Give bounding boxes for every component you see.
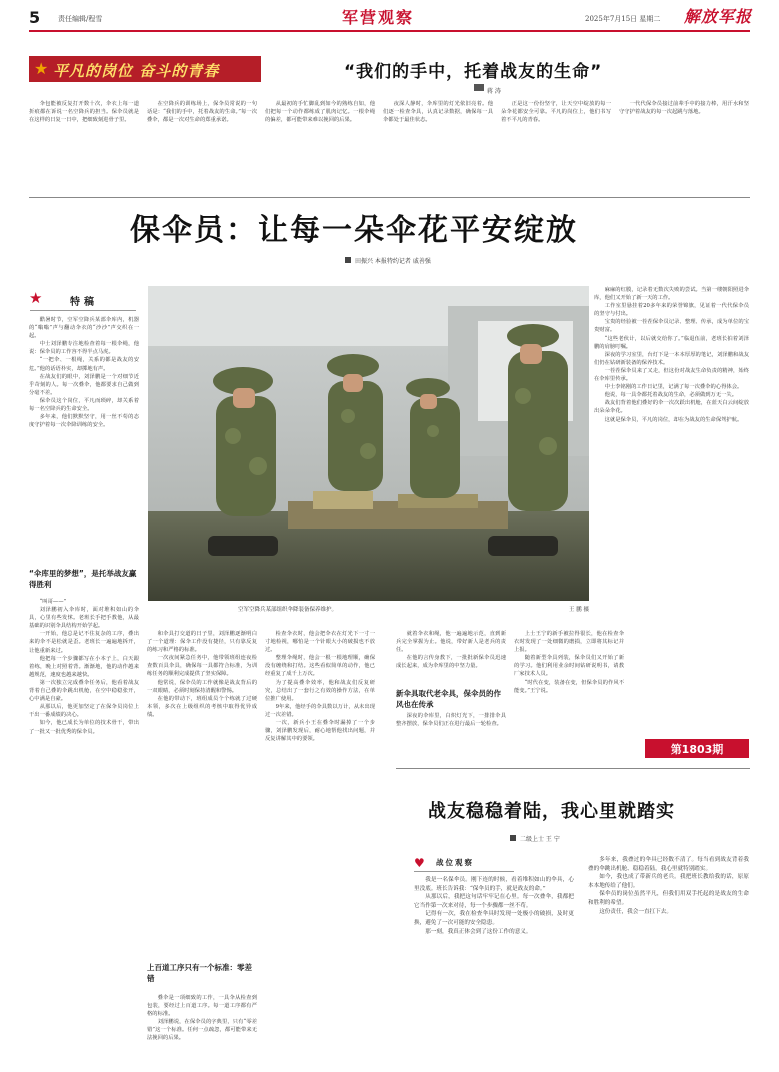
paragraph: 多年来，我叠过的伞具已经数不清了。每当看到战友背着我叠的伞跳出机舱、稳稳着陆，我心里就特别踏实。 [588, 857, 749, 872]
paragraph: 工作室里悬挂着20多年来的荣誉锦旗，见证着一代代保伞员的坚守与付出。 [594, 303, 749, 318]
masthead-rule [29, 30, 750, 32]
paragraph: 刘泽鹏初入伞库时，面对堆积如山的伞具，心里有些发怵。老班长手把手教他，从最基础的识别伞具结构开始学起。 [29, 607, 139, 630]
article-photo [148, 286, 589, 601]
paragraph: 刘泽鹏说，在保伞员的字典里，只有“零差错”这一个标准。任何一点疏忽，都可能带来无法挽回的后果。 [147, 1019, 257, 1042]
paragraph: 为了提高叠伞效率，他和战友们反复研究，总结出了一套行之有效的操作方法，在单位推广使用。 [265, 679, 375, 702]
byline-mark [510, 835, 516, 841]
paragraph: 9年来，他经手的伞具数以万计，从未出现过一次差错。 [265, 703, 375, 718]
special-label: 特稿 [70, 297, 98, 308]
paragraph: 正是这一份份坚守，让天空中绽放的每一朵伞花都安全可靠。平凡的岗位上，他们书写着不平凡的青春。 [501, 101, 611, 124]
issue-date: 2025年7月15日 星期二 [585, 15, 661, 23]
paragraph: “叫哥——” [39, 599, 67, 605]
paragraph: 麻麻的红膜，记录着无数次失败的尝试。当第一缕朝阳照进伞库，他们又开始了新一天的工作。 [594, 287, 749, 302]
newspaper-logo: 解放军报 [684, 7, 753, 26]
paragraph: 他说，每一具伞都托着战友的生命，必须做到万无一失。 [604, 392, 738, 399]
subheading-1: “伞库里的梦想”，是托举战友赢得胜利 [29, 569, 137, 589]
main-column-2 [147, 630, 257, 858]
page-editor: 责任编辑/程雪 [58, 15, 103, 23]
paragraph: 从那以后，他更加坚定了在保伞员岗位上干出一番成绩的决心。 [29, 704, 139, 719]
main-byline: 田振兴 本报特约记者 戚善强 [355, 258, 431, 265]
paragraph: 夜深人静时，伞库里的灯光依旧亮着。他们逐一检查伞具，认真记录数据，确保每一具伞都处于最佳状态。 [383, 101, 493, 124]
paragraph: 保伞员这个岗位，平凡而琐碎，却关系着每一名空降兵的生命安全。 [29, 397, 139, 413]
paragraph: 检查伞衣时，他会把伞衣在灯光下一寸一寸地检视，哪怕是一个针眼大小的破损也不放过。 [265, 631, 375, 654]
paragraph: 从那以后，我把这句话牢牢记在心里。每一次叠伞，我都把它当作第一次来对待，每一个步骤都一丝不苟。 [414, 894, 574, 909]
top-column-1 [29, 100, 139, 192]
subheading-2: 上百道工序只有一个标准：零差错 [147, 963, 252, 983]
paragraph: 整理伞绳时，他会一根一根地理顺，确保没有缠绕和打结。这些看似简单的动作，他已经重复了成千上万次。 [265, 655, 375, 678]
bottom-byline: 二级上士 王 宁 [520, 836, 560, 843]
top-column-2 [147, 100, 257, 192]
section-divider [29, 197, 750, 198]
star-icon: ★ [34, 59, 49, 78]
bottom-column-1 [414, 876, 574, 1062]
label-rule [414, 871, 514, 872]
paragraph: “时代在变，装备在变，但保伞员的作风不能变。”王宁说。 [514, 679, 624, 694]
paragraph: 这份责任，我会一直扛下去。 [599, 908, 672, 915]
paragraph: 深夜的伞库里，白炽灯光下，一排排伞具整齐摆放，保伞员们正在进行最后一轮检查。 [396, 713, 506, 728]
paragraph: 一次，新兵小王在叠伞时漏掉了一个步骤，刘泽鹏发现后，耐心地帮他找出问题，并反复讲解其中的要领。 [265, 720, 375, 743]
paragraph: 那一刻，我真正体会到了这份工作的意义。 [425, 928, 532, 935]
star-icon: ★ [29, 289, 43, 307]
byline-mark [345, 257, 351, 263]
paragraph: 第一次独立完成叠伞任务后，他看着战友背着自己叠的伞跳出机舱，在空中稳稳张开，心中满是自豪。 [29, 679, 139, 703]
paragraph: 宝贵的经验被一茬茬保伞员记录、整理、传承，成为单位的宝贵财富。 [594, 319, 749, 334]
main-column-1-body [29, 598, 139, 1060]
byline-mark [474, 84, 484, 91]
paragraph: 他把每一个步骤都写在小本子上，白天跟着练，晚上对照着背。渐渐地，他的动作越来越规范，速度也越来越快。 [29, 655, 139, 678]
main-column-4-body [396, 712, 506, 748]
paragraph: 一茬茬保伞员来了又走，但这份对战友生命负责的精神，始终在伞库里传承。 [594, 367, 749, 383]
main-headline: 保伞员：让每一朵伞花平安绽放 [130, 213, 578, 248]
paragraph: 多年来，他们默默坚守，用一丝不苟的态度守护着每一次伞降训练的安全。 [29, 414, 139, 429]
soldiers-photo [148, 286, 589, 601]
label-rule [30, 310, 136, 311]
paragraph: 伞包能被反复打开数十次，伞衣上每一道折痕都在诉说一名空降兵的担当。保伞员就是在这样的日复一日中，把细致刻进骨子里。 [29, 101, 139, 124]
column-banner [29, 56, 261, 82]
paragraph: 上士王宁的新手被拉得很长，他在检查伞衣时发现了一处细微的磨损，立即将其标记并上报。 [514, 631, 624, 654]
paragraph: 这就是保伞员，平凡的岗位，却在为战友的生命保驾护航。 [604, 416, 743, 423]
banner-text: 平凡的岗位 奋斗的青春 [53, 62, 220, 80]
main-column-1-intro [29, 316, 139, 564]
top-column-4 [383, 100, 493, 192]
paragraph: 叠伞是一项细致的工作，一具伞从检查到包装，要经过上百道工序。每一道工序都有严格的标准。 [147, 995, 257, 1018]
paragraph: “这些老伙计，以后就交给你了。”临退伍前，老班长拍着刘泽鹏的肩膀叮嘱。 [594, 335, 749, 350]
main-column-3 [265, 630, 375, 1060]
masthead [0, 0, 779, 33]
section-title: 军营观察 [342, 8, 415, 27]
heart-icon: ♥ [414, 856, 425, 870]
paragraph: 如今，我也成了带新兵的老兵。我把班长教给我的话，原原本本地传给了他们。 [588, 874, 749, 889]
paragraph: 记得有一次，我在检查伞具时发现一处极小的破损，及时更换，避免了一次可能的安全隐患。 [414, 911, 574, 926]
top-headline: “我们的手中，托着战友的生命” [344, 62, 603, 82]
top-column-5 [501, 100, 611, 192]
paragraph: 中士刘泽鹏专注地检查着每一根伞绳，他说：保伞员的工作容不得半点马虎。 [29, 341, 139, 356]
paragraph: 随着新型伞具列装，保伞员们又开始了新的学习。他们利用业余时间钻研说明书，请教厂家技术人员。 [514, 655, 624, 678]
top-byline: 蒋 涛 [487, 88, 501, 95]
issue-badge [645, 739, 749, 758]
paragraph: 一代代保伞员接过前辈手中的接力棒，用汗水和坚守守护着战友的每一次起跳与落地。 [619, 101, 749, 116]
paragraph: 就着伞衣和绳，他一遍遍地示范，直到新兵完全掌握为止。他说，带好新人是老兵的责任。 [396, 631, 506, 654]
paragraph: 一开始，他总是记不住复杂的工序，叠出来的伞不是松就是歪。老班长一遍遍地拆开，让他重新来过。 [29, 631, 139, 654]
paragraph: 一次夜间紧急任务中，他带领班组连夜检查数百具伞具，确保每一具都符合标准，为训练任务的顺利完成提供了坚实保障。 [147, 655, 257, 678]
page-number: 5 [29, 8, 41, 27]
paragraph: 在他的带动下，班组成员个个练就了过硬本领，多次在上级组织的考核中取得优异成绩。 [147, 695, 257, 718]
paragraph: 如今，他已成长为单位的技术骨干，带出了一批又一批优秀的保伞员。 [29, 720, 139, 735]
paragraph: 从最初的手忙脚乱到如今的熟练自如，他们把每一个动作都练成了肌肉记忆。一根伞绳的偏差，都可能带来难以挽回的后果。 [265, 101, 375, 124]
section-label-text: 战位观察 [436, 858, 474, 867]
paragraph: 在战友们的眼中，刘泽鹏是一个对细节近乎苛刻的人。每一次叠伞，他都要求自己做到分毫不差。 [29, 373, 139, 396]
issue-badge-text: 第1803期 [670, 743, 724, 756]
photo-caption: 空军空降兵某部组织伞降装备保养维护。 [238, 607, 338, 613]
paragraph: 和伞具打交道的日子里，刘泽鹏逐渐明白了一个道理：保伞工作没有捷径，只有靠反复的练习和严格的标准。 [147, 631, 257, 654]
bottom-section-label [414, 856, 582, 870]
paragraph: 他常说，保伞员的工作就像是战友背后的一双眼睛，必须时刻保持清醒和警惕。 [147, 679, 257, 694]
top-column-6 [619, 100, 749, 192]
paragraph: “一把伞、一根绳，关系的都是战友的安危。”他的话语朴实，却掷地有声。 [29, 357, 139, 372]
photo-credit: 王 鹏 摄 [569, 607, 589, 613]
top-column-3 [265, 100, 375, 192]
paragraph: 中士李铭刚的工作日记里，记满了每一次叠伞的心得体会。 [604, 384, 743, 391]
bottom-column-2 [588, 856, 749, 1062]
paragraph: 酷暑时节，空军空降兵某部伞库内，机器的“嗡嗡”声与翻动伞衣的“沙沙”声交织在一起。 [29, 317, 139, 340]
paragraph: 在空降兵的训练场上，保伞员常说的一句话是：“我们的手中，托着战友的生命。”每一次叠伞，都是一次对生命的郑重承诺。 [147, 101, 257, 124]
paragraph: 深夜的学习室里，台灯下是一本本厚厚的笔记，刘泽鹏和战友们仍在钻研新装备的保养技术。 [594, 351, 749, 366]
main-column-2-body [147, 994, 257, 1060]
section-divider [396, 768, 750, 769]
paragraph: 保伞员的岗位虽然平凡，但我们用双手托起的是战友的生命和胜利的希望。 [588, 891, 749, 906]
main-column-6 [594, 286, 749, 728]
bottom-headline: 战友稳稳着陆，我心里就踏实 [428, 801, 675, 822]
paragraph: 战友们背着他们叠好的伞一次次跃出机舱，在蓝天白云间绽放出朵朵伞花。 [594, 400, 749, 415]
paragraph: 在他的言传身教下，一批批新保伞员迅速成长起来，成为伞库里的中坚力量。 [396, 655, 506, 670]
subheading-3: 新伞具取代老伞具，保伞员的作风也在传承 [396, 689, 501, 709]
paragraph: 我是一名保伞员。刚下连的时候，看着堆积如山的伞具，心里没底。班长告诉我：“保伞员的手，就是战友的命。” [414, 877, 574, 892]
